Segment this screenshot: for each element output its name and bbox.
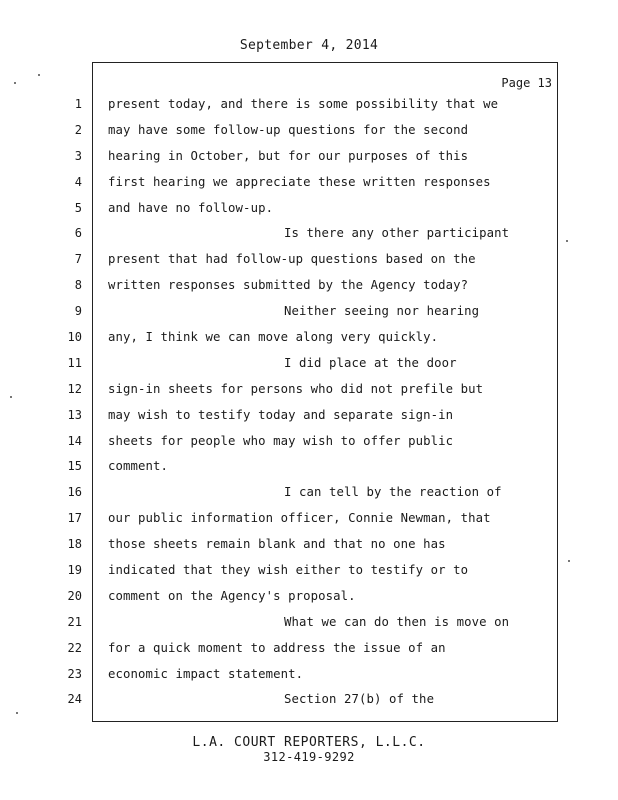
page-number-label: Page 13 [501,76,552,90]
line-number: 9 [74,304,82,319]
transcript-line: sign-in sheets for persons who did not prefile but [108,381,484,396]
scan-speck [566,240,568,242]
transcript-line: sheets for people who may wish to offer public [108,433,454,448]
transcript-date: September 4, 2014 [239,38,379,53]
transcript-line: I can tell by the reaction of [284,485,502,500]
transcript-line: for a quick moment to address the issue of an [108,640,446,655]
line-number: 20 [67,588,82,603]
line-number: 13 [67,407,82,422]
scan-speck [10,396,12,398]
line-number: 22 [67,640,82,655]
transcript-line: What we can do then is move on [284,614,510,629]
transcript-line: comment on the Agency's proposal. [108,588,356,603]
line-number: 15 [67,459,82,474]
line-number: 11 [67,355,82,370]
transcript-line: written responses submitted by the Agency today? [108,278,469,293]
scan-speck [14,82,16,84]
line-number: 4 [74,174,82,189]
line-number: 21 [67,614,82,629]
transcript-line: present that had follow-up questions based on the [108,252,476,267]
transcript-line: may have some follow-up questions for the second [108,122,469,137]
scan-speck [16,712,18,714]
line-number: 5 [74,200,82,215]
line-number: 8 [74,278,82,293]
line-number: 10 [67,330,82,345]
transcript-line: any, I think we can move along very quickly. [108,330,439,345]
transcript-line: Section 27(b) of the [284,692,435,707]
scan-speck [568,560,570,562]
transcript-line: hearing in October, but for our purposes of this [108,148,469,163]
line-number: 12 [67,381,82,396]
transcript-line: first hearing we appreciate these written responses [108,174,491,189]
line-number: 19 [67,563,82,578]
transcript-line: present today, and there is some possibility that we [108,97,499,111]
line-number: 14 [67,433,82,448]
transcript-line: economic impact statement. [108,666,304,681]
court-reporter-phone: 312-419-9292 [263,750,355,764]
transcript-line: indicated that they wish either to testify or to [108,563,469,578]
line-number: 7 [74,252,82,267]
transcript-line: our public information officer, Connie Newman, that [108,511,491,526]
transcript-line: comment. [108,459,169,474]
transcript-line: those sheets remain blank and that no one has [108,537,446,552]
transcript-text-column [108,96,548,717]
transcript-line: I did place at the door [284,355,457,370]
line-number: 1 [74,97,82,111]
line-number: 18 [67,537,82,552]
transcript-line: may wish to testify today and separate sign-in [108,407,454,422]
line-number: 24 [67,692,82,707]
scan-speck [38,74,40,76]
line-number: 16 [67,485,82,500]
line-number: 3 [74,148,82,163]
line-number: 2 [74,122,82,137]
transcript-line: Neither seeing nor hearing [284,304,480,319]
line-number: 6 [74,226,82,241]
transcript-line: Is there any other participant [284,226,510,241]
transcript-line: and have no follow-up. [108,200,274,215]
line-number-column [60,96,82,717]
line-number: 23 [67,666,82,681]
line-number: 17 [67,511,82,526]
court-reporter-company: L.A. COURT REPORTERS, L.L.C. [192,735,426,750]
